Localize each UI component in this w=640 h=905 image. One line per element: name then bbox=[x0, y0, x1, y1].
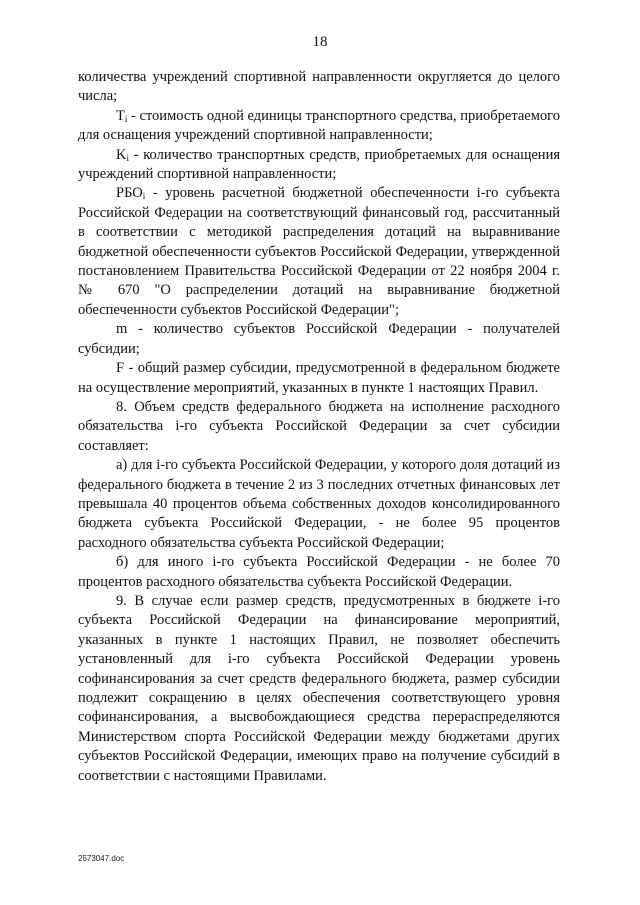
paragraph-f: F - общий размер субсидии, предусмотренной в федеральном бюджете на осуществление мероприятий, указанных в пункте 1 настоящих Правил. bbox=[78, 360, 560, 396]
definition-text: - количество транспортных средств, приобретаемых для оснащения учреждений спортивной направленности; bbox=[78, 146, 560, 183]
symbol-t: T bbox=[116, 107, 125, 124]
symbol-k: K bbox=[116, 146, 127, 163]
paragraph-rounding: количества учреждений спортивной направленности округляется до целого числа; bbox=[78, 69, 560, 105]
subscript-i: i bbox=[126, 152, 129, 163]
paragraph-m: m - количество субъектов Российской Федерации - получателей субсидии; bbox=[78, 321, 560, 357]
paragraph-item-8a: а) для i-го субъекта Российской Федерации, у которого доля дотаций из федерального бюджета в течение 2 из 3 последних отчетных финансовых лет превышала 40 процентов объема собственных доходов консолидированного бюджета субъекта Российской Федерации, - не более 95 процентов расходного обязательства субъекта Российской Федерации; bbox=[78, 457, 560, 551]
paragraph-item-8: 8. Объем средств федерального бюджета на исполнение расходного обязательства i-го субъекта Российской Федерации за счет субсидии составляет: bbox=[78, 398, 560, 454]
paragraph-rbo-i bbox=[78, 184, 560, 320]
definition-text: - уровень расчетной бюджетной обеспеченности i-го субъекта Российской Федерации на соответствующий финансовый год, рассчитанный в соответствии с методикой распределения дотаций на выравнивание бюджетной обеспеченности субъектов Российской Федерации, утвержденной постановлением Правительства Российской Федерации от 22 ноября 2004 г. № 670 "О распределении дотаций на выравнивание бюджетной обеспеченности субъектов Российской Федерации"; bbox=[78, 185, 560, 318]
paragraph-t-i bbox=[78, 107, 560, 146]
subscript-i: i bbox=[124, 113, 128, 124]
footer-filename: 2573047.doc bbox=[78, 854, 125, 863]
paragraph-k-i bbox=[78, 146, 560, 185]
symbol-rbo: РБО bbox=[116, 185, 143, 202]
paragraph-item-9: 9. В случае если размер средств, предусмотренных в бюджете i-го субъекта Российской Федерации на финансирование мероприятий, указанных в пункте 1 настоящих Правил, не позволяет обеспечить установленный для i-го субъекта Российской Федерации уровень софинансирования за счет средств федерального бюджета, размер субсидии подлежит сокращению в целях обеспечения соответствующего уровня софинансирования, а высвобождающиеся средства перераспределяются Министерством спорта Российской Федерации между бюджетами других субъектов Российской Федерации, имеющих право на получение субсидий в соответствии с настоящими Правилами. bbox=[78, 592, 560, 784]
page-number: 18 bbox=[312, 34, 328, 50]
definition-text: - стоимость одной единицы транспортного средства, приобретаемого для оснащения учреждений спортивной направленности; bbox=[78, 107, 560, 144]
paragraph-item-8b: б) для иного i-го субъекта Российской Федерации - не более 70 процентов расходного обязательства субъекта Российской Федерации. bbox=[78, 554, 560, 590]
document-body bbox=[78, 68, 560, 786]
subscript-i: i bbox=[142, 191, 146, 202]
